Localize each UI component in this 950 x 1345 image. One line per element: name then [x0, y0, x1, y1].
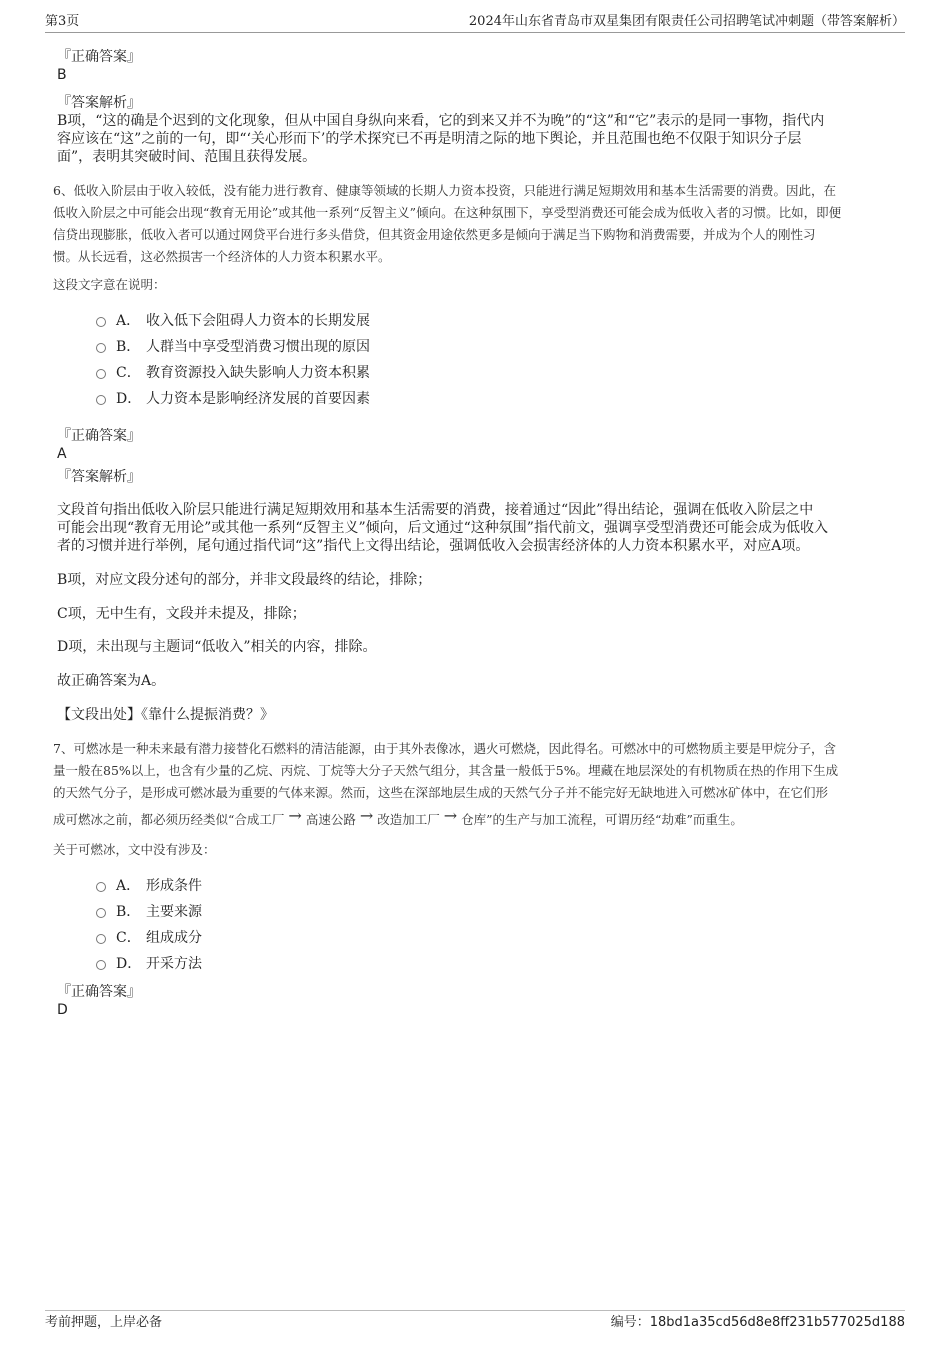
stem-line: 6、低收入阶层由于收入较低，没有能力进行教育、健康等领域的长期人力资本投资，只能进行满足短期效用和基本生活需要的消费。因此，在 — [53, 183, 836, 198]
option-letter: D． — [116, 391, 142, 407]
option-text: 主要来源 — [146, 904, 202, 920]
option-text: 收入低下会阻碍人力资本的长期发展 — [146, 313, 370, 329]
arrow-icon: → — [288, 806, 302, 825]
stem-line: 信贷出现膨胀，低收入者可以通过网贷平台进行多头借贷，但其资金用途依然更多是倾向于满足当下购物和消费需要，并成为个人的刚性习 — [53, 227, 816, 242]
option-text: 开采方法 — [146, 956, 202, 972]
option-letter: C． — [116, 365, 141, 381]
option-letter: D． — [116, 956, 142, 972]
q7-option-a[interactable] — [96, 876, 202, 896]
q6-answer-heading: 『正确答案』 — [57, 428, 141, 444]
q6-option-b[interactable] — [96, 337, 370, 357]
radio-icon[interactable] — [96, 317, 106, 327]
footer-slogan: 考前押题，上岸必备 — [45, 1315, 163, 1330]
radio-icon[interactable] — [96, 369, 106, 379]
option-text: 人群当中享受型消费习惯出现的原因 — [146, 339, 370, 355]
radio-icon[interactable] — [96, 908, 106, 918]
radio-icon[interactable] — [96, 882, 106, 892]
radio-icon[interactable] — [96, 960, 106, 970]
radio-icon[interactable] — [96, 395, 106, 405]
option-letter: B． — [116, 904, 141, 920]
q6-option-d[interactable] — [96, 389, 370, 409]
q6-option-b-note: B项，对应文段分述句的部分，并非文段最终的结论，排除； — [57, 572, 432, 588]
analysis-line: 可能会出现“教育无用论”或其他一系列“反智主义”倾向，后文通过“这种氛围”指代前文，强调享受型消费还可能会成为低收入 — [57, 520, 828, 536]
q6-analysis-heading: 『答案解析』 — [57, 469, 141, 485]
q6-stem — [53, 180, 901, 268]
option-text: 组成成分 — [146, 930, 202, 946]
stem-line: 低收入阶层之中可能会出现“教育无用论”或其他一系列“反智主义”倾向。在这种氛围下，享受型消费还可能会成为低收入者的习惯。比如，即便 — [53, 205, 842, 220]
q6-analysis — [57, 501, 897, 555]
q7-answer: D — [57, 1002, 68, 1018]
page-header — [45, 12, 905, 33]
q6-option-d-note: D项，未出现与主题词“低收入”相关的内容，排除。 — [57, 639, 377, 655]
q7-prompt: 关于可燃冰，文中没有涉及： — [53, 842, 216, 857]
option-letter: A． — [116, 313, 141, 329]
q5-answer-heading: 『正确答案』 — [57, 49, 141, 65]
analysis-line: 容应该在“这”之前的一句，即“‘关心形而下’的学术探究已不再是明清之际的地下舆论，并且范围也绝不仅限于知识分子层 — [57, 131, 802, 147]
q6-source: 【文段出处】《靠什么提振消费？》 — [57, 707, 274, 723]
arrow-icon: → — [359, 806, 374, 825]
q6-option-c-note: C项，无中生有，文段并未提及，排除； — [57, 606, 306, 622]
option-text: 教育资源投入缺失影响人力资本积累 — [146, 365, 370, 381]
q6-conclusion: 故正确答案为A。 — [57, 673, 166, 689]
option-letter: B． — [116, 339, 141, 355]
option-text: 形成条件 — [146, 878, 202, 894]
q7-option-d[interactable] — [96, 954, 202, 974]
q5-analysis-heading: 『答案解析』 — [57, 95, 141, 111]
document-id: 编号：18bd1a35cd56d8e8ff231b577025d188 — [610, 1315, 905, 1330]
option-letter: C． — [116, 930, 141, 946]
analysis-line: 面”，表明其突破时间、范围且获得发展。 — [57, 149, 317, 165]
stem-line: 惯。从长远看，这必然损害一个经济体的人力资本积累水平。 — [53, 249, 391, 264]
option-letter: A． — [116, 878, 141, 894]
q6-option-c[interactable] — [96, 363, 370, 383]
q6-option-a[interactable] — [96, 311, 370, 331]
page-footer — [45, 1310, 905, 1335]
page-number: 第3页 — [45, 14, 80, 29]
document-title: 2024年山东省青岛市双星集团有限责任公司招聘笔试冲刺题（带答案解析） — [468, 14, 905, 29]
option-text: 人力资本是影响经济发展的首要因素 — [146, 391, 370, 407]
radio-icon[interactable] — [96, 934, 106, 944]
stem-line-with-arrows: 成可燃冰之前，都必须历经类似“合成工厂 → 高速公路 → 改造加工厂 → 仓库”的生产与加工流程，可谓历经“劫难”而重生。 — [53, 806, 743, 827]
analysis-line: 文段首句指出低收入阶层只能进行满足短期效用和基本生活需要的消费，接着通过“因此”得出结论，强调在低收入阶层之中 — [57, 502, 814, 518]
q6-answer: A — [57, 446, 67, 462]
analysis-line: B项，“这的确是个迟到的文化现象，但从中国自身纵向来看，它的到来又并不为晚”的“这”和“它”表示的是同一事物，指代内 — [57, 113, 825, 129]
q7-stem — [53, 738, 901, 831]
q7-answer-heading: 『正确答案』 — [57, 984, 141, 1000]
q7-option-c[interactable] — [96, 928, 202, 948]
stem-line: 7、可燃冰是一种未来最有潜力接替化石燃料的清洁能源，由于其外表像冰，遇火可燃烧，因此得名。可燃冰中的可燃物质主要是甲烷分子，含 — [53, 741, 836, 756]
q5-analysis — [57, 112, 897, 166]
arrow-icon: → — [443, 806, 458, 825]
stem-line: 量一般在85%以上，也含有少量的乙烷、丙烷、丁烷等大分子天然气组分，其含量一般低于5%。埋藏在地层深处的有机物质在热的作用下生成 — [53, 763, 839, 778]
q6-prompt: 这段文字意在说明： — [53, 277, 166, 292]
analysis-line: 者的习惯并进行举例，尾句通过指代词“这”指代上文得出结论，强调低收入会损害经济体的人力资本积累水平，对应A项。 — [57, 538, 810, 554]
radio-icon[interactable] — [96, 343, 106, 353]
stem-line: 的天然气分子，是形成可燃冰最为重要的气体来源。然而，这些在深部地层生成的天然气分子并不能完好无缺地进入可燃冰矿体中，在它们形 — [53, 785, 829, 800]
q7-option-b[interactable] — [96, 902, 202, 922]
q5-answer: B — [57, 67, 67, 83]
